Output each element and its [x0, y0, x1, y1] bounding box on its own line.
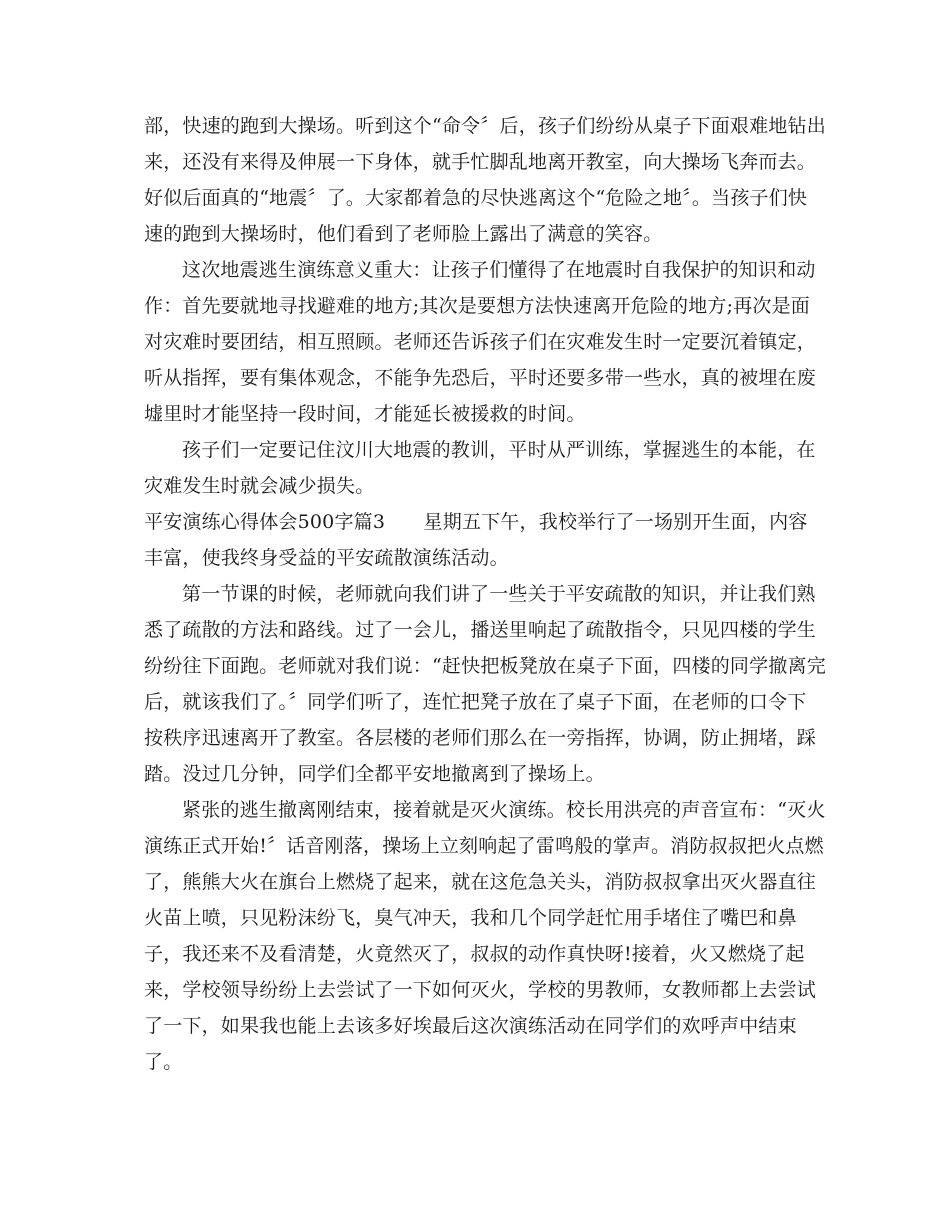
text-line: 按秩序迅速离开了教室。各层楼的老师们那么在一旁指挥，协调，防止拥堵，踩 — [144, 727, 817, 749]
text-line: 对灾难时要团结，相互照顾。老师还告诉孩子们在灾难发生时一定要沉着镇定， — [144, 331, 817, 353]
text-line: 演练正式开始!〞话音刚落，操场上立刻响起了雷鸣般的掌声。消防叔叔把火点燃 — [144, 835, 824, 857]
text-line: 作：首先要就地寻找避难的地方;其次是要想方法快速离开危险的地方;再次是面 — [144, 295, 811, 317]
text-line: 好似后面真的“地震〞了。大家都着急的尽快逃离这个“危险之地〞。当孩子们快 — [144, 187, 808, 209]
paragraph-start-line: 孩子们一定要记住汶川大地震的教训，平时从严训练，掌握逃生的本能，在 — [182, 439, 816, 461]
text-line: 墟里时才能坚持一段时间，才能延长被援救的时间。 — [144, 403, 586, 425]
text-line: 了一下，如果我也能上去该多好埃最后这次演练活动在同学们的欢呼声中结束 — [144, 1015, 797, 1037]
text-line: 了。 — [144, 1051, 183, 1073]
text-line: 丰富，使我终身受益的平安疏散演练活动。 — [144, 547, 509, 569]
paragraph-start-line: 这次地震逃生演练意义重大：让孩子们懂得了在地震时自我保护的知识和动 — [182, 259, 816, 281]
text-line: 速的跑到大操场时，他们看到了老师脸上露出了满意的笑容。 — [144, 223, 663, 245]
text-line: 子，我还来不及看清楚，火竟然灭了，叔叔的动作真快呀!接着，火又燃烧了起 — [144, 943, 805, 965]
paragraph-start-line: 紧张的逃生撤离刚结束，接着就是灭火演练。校长用洪亮的声音宣布：“灭火 — [182, 799, 826, 821]
paragraph-start-line: 第一节课的时候，老师就向我们讲了一些关于平安疏散的知识，并让我们熟 — [182, 583, 816, 605]
text-line: 后，就该我们了。〞同学们听了，连忙把凳子放在了桌子下面，在老师的口令下 — [144, 691, 807, 713]
text-line: 火苗上喷，只见粉沫纷飞，臭气冲天，我和几个同学赶忙用手堵住了嘴巴和鼻 — [144, 907, 797, 929]
text-line: 来，学校领导纷纷上去尝试了一下如何灭火，学校的男教师，女教师都上去尝试 — [144, 979, 817, 1001]
text-line: 悉了疏散的方法和路线。过了一会儿，播送里响起了疏散指令，只见四楼的学生 — [144, 619, 817, 641]
text-line: 部，快速的跑到大操场。听到这个“命令〞后，孩子们纷纷从桌子下面艰难地钻出 — [144, 115, 826, 137]
section-heading-line: 平安演练心得体会500字篇3 星期五下午，我校举行了一场别开生面，内容 — [144, 511, 808, 533]
text-line: 听从指挥，要有集体观念，不能争先恐后，平时还要多带一些水，真的被埋在废 — [144, 367, 817, 389]
text-line: 来，还没有来得及伸展一下身体，就手忙脚乱地离开教室，向大操场飞奔而去。 — [144, 151, 817, 173]
text-line: 灾难发生时就会减少损失。 — [144, 475, 375, 497]
text-line: 踏。没过几分钟，同学们全都平安地撤离到了操场上。 — [144, 763, 605, 785]
text-line: 了，熊熊大火在旗台上燃烧了起来，就在这危急关头，消防叔叔拿出灭火器直往 — [144, 871, 817, 893]
text-line: 纷纷往下面跑。老师就对我们说：“赶快把板凳放在桌子下面，四楼的同学撤离完 — [144, 655, 826, 677]
